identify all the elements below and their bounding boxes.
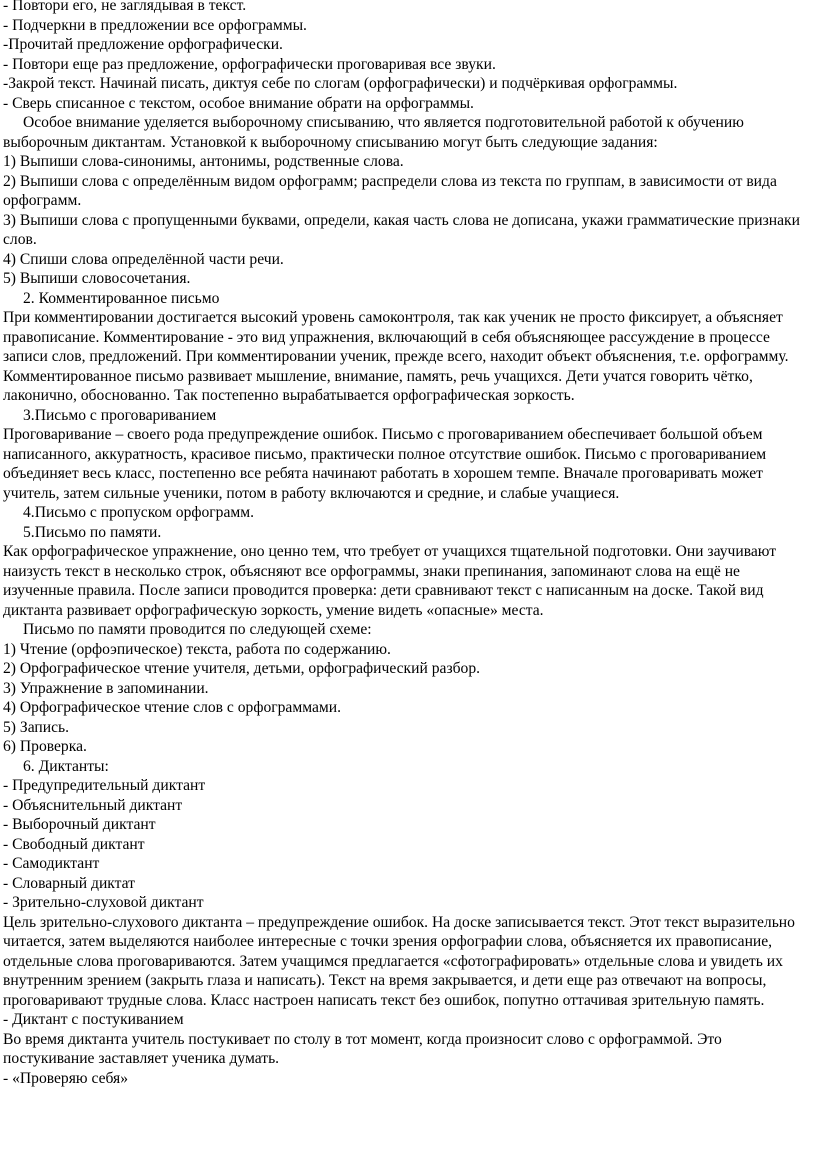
list-item: - Выборочный диктант [3, 816, 156, 833]
section-heading: 2. Комментированное письмо [23, 289, 220, 307]
paragraph: При комментировании достигается высокий уровень самоконтроля, так как ученик не просто фиксирует, а объясняет правописание. Комментирование - это вид упражнения, включающий в себя объясняющее рассуждение в процессе записи слов, предложений. При комментировании ученик, прежде всего, находит объект объяснения, т.е. орфограмму. Комментированное письмо развивает мышление, внимание, память, речь учащихся. Дети учатся говорить чётко, лаконично, обоснованно. Так постепенно вырабатывается орфографическая зоркость. [3, 309, 789, 404]
list-item: 1) Выпиши слова-синонимы, антонимы, родственные слова. [3, 153, 404, 170]
paragraph: Во время диктанта учитель постукивает по столу в тот момент, когда произносит слово с орфограммой. Это постукивание заставляет ученика думать. [3, 1030, 722, 1067]
paragraph: Проговаривание – своего рода предупреждение ошибок. Письмо с проговариванием обеспечивает большой объем написанного, аккуратность, красивое письмо, практически полное отсутствие ошибок. Письмо с проговариванием объединяет весь класс, постепенно все ребята начинают работать в хорошем темпе. Вначале проговаривать может учитель, затем сильные ученики, потом в работу включаются и средние, и слабые учащиеся. [3, 426, 767, 502]
list-item: 4) Орфографическое чтение слов с орфограммами. [3, 699, 342, 716]
list-item: 5) Выпиши словосочетания. [3, 270, 191, 287]
paragraph: Особое внимание уделяется выборочному списыванию, что является подготовительной работой к обучению выборочным диктантам. Установкой к выборочному списыванию могут быть следующие задания: [3, 114, 744, 151]
section-heading: 3.Письмо с проговариванием [23, 406, 217, 424]
list-item: 3) Упражнение в запоминании. [3, 679, 209, 697]
paragraph: - Повтори его, не заглядывая в текст. [3, 0, 247, 14]
list-item: 3) Выпиши слова с пропущенными буквами, определи, какая часть слова не дописана, укажи грамматические признаки слов. [3, 211, 800, 248]
list-item: - Зрительно-слуховой диктант [3, 894, 204, 911]
paragraph: - Сверь списанное с текстом, особое внимание обрати на орфограммы. [3, 94, 474, 112]
list-item: - Словарный диктат [3, 874, 135, 892]
paragraph: - Подчеркни в предложении все орфограммы. [3, 16, 307, 34]
section-heading: 6. Диктанты: [23, 757, 109, 775]
list-item: - Свободный диктант [3, 835, 145, 853]
section-heading: 5.Письмо по памяти. [23, 523, 162, 541]
list-item: 6) Проверка. [3, 738, 87, 755]
list-item: - Объяснительный диктант [3, 796, 183, 814]
list-item: - «Проверяю себя» [3, 1069, 129, 1087]
paragraph: -Прочитай предложение орфографически. [3, 36, 283, 53]
paragraph: -Закрой текст. Начинай писать, диктуя себе по слогам (орфографически) и подчёркивая орфограммы. [3, 75, 678, 92]
list-item: 2) Выпиши слова с определённым видом орфограмм; распредели слова из текста по группам, в зависимости от вида орфограмм. [3, 172, 777, 209]
list-item: 1) Чтение (орфоэпическое) текста, работа по содержанию. [3, 640, 391, 658]
section-heading: 4.Письмо с пропуском орфограмм. [23, 504, 255, 521]
paragraph: Как орфографическое упражнение, оно ценно тем, что требует от учащихся тщательной подготовки. Они заучивают наизусть текст в несколько строк, объясняют все орфограммы, знаки препинания, запоминают слова на ещё не изученные правила. После записи проводится проверка: дети сравнивают текст с написанным на доске. Такой вид диктанта развивает орфографическую зоркость, умение видеть «опасные» места. [3, 543, 777, 619]
list-item: 2) Орфографическое чтение учителя, детьми, орфографический разбор. [3, 660, 481, 677]
list-item: - Самодиктант [3, 855, 100, 872]
list-item: 4) Спиши слова определённой части речи. [3, 250, 284, 268]
paragraph: Письмо по памяти проводится по следующей схеме: [23, 621, 372, 638]
list-item: - Диктант с постукиванием [3, 1011, 184, 1028]
list-item: 5) Запись. [3, 718, 70, 736]
document-body [3, 0, 813, 1088]
paragraph: Цель зрительно-слухового диктанта – предупреждение ошибок. На доске записывается текст. Этот текст выразительно читается, затем выделяются наиболее интересные с точки зрения орфографии слова, объясняется их правописание, отдельные слова проговариваются. Затем учащимся предлагается «сфотографировать» отдельные слова и увидеть их внутренним зрением (закрыть глаза и написать). Текст на время закрывается, и дети еще раз отвечают на вопросы, проговаривают трудные слова. Класс настроен написать текст без ошибок, попутно оттачивая зрительную память. [3, 913, 795, 1009]
paragraph: - Повтори еще раз предложение, орфографически проговаривая все звуки. [3, 55, 496, 73]
list-item: - Предупредительный диктант [3, 777, 206, 794]
